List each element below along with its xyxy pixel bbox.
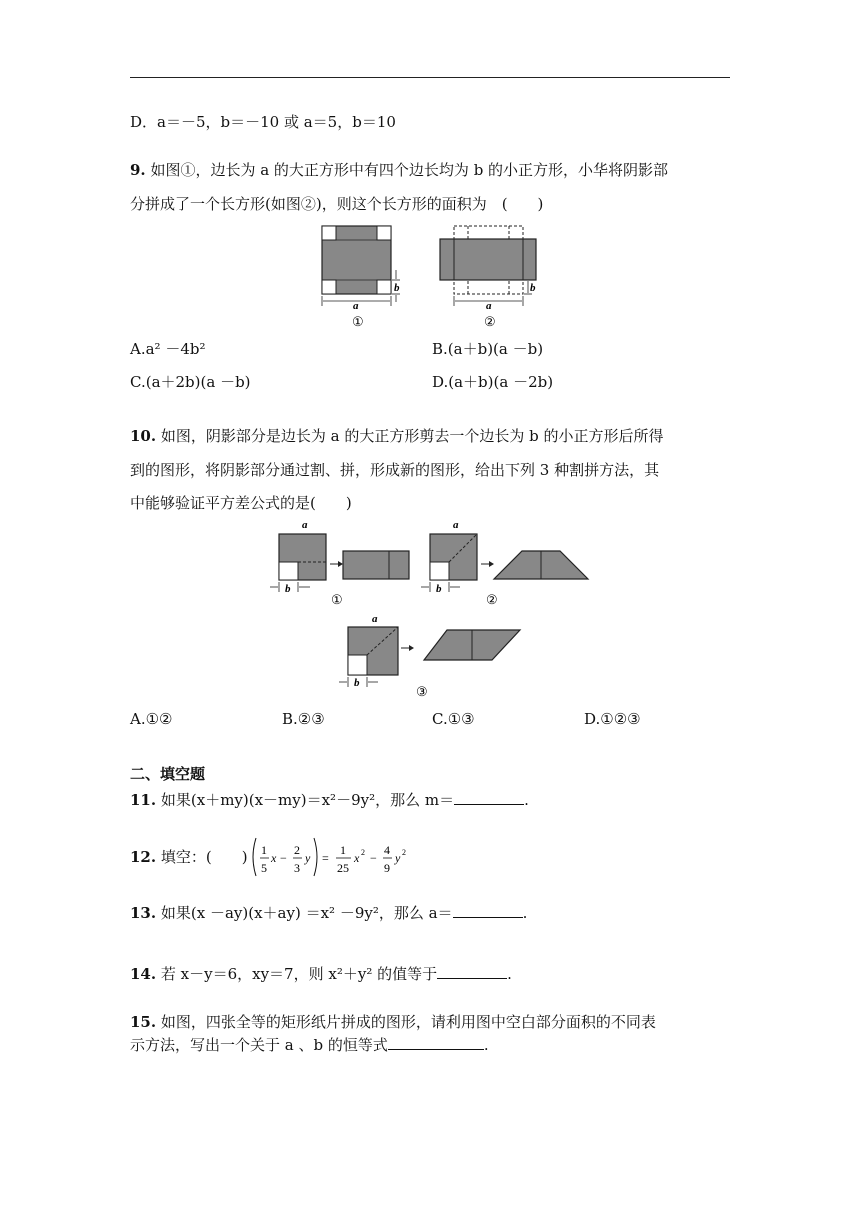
q10-figure: [270, 516, 600, 700]
q13-number: 13.: [130, 904, 157, 922]
q9-option-c[interactable]: C.(a＋2b)(a －b): [130, 373, 251, 391]
q12-x: x: [271, 851, 277, 865]
q10-fig2: [421, 519, 588, 607]
q12-text: 填空：( ): [156, 848, 248, 866]
q12-prefix: [130, 847, 248, 867]
q10-fig3-caption: ③: [416, 684, 428, 699]
q9-text-line2: 分拼成了一个长方形(如图②)，则这个长方形的面积为 ( ): [130, 195, 544, 213]
q13-text: 如果(x －ay)(x＋ay) ＝x² －9y²，那么 a＝: [156, 904, 453, 922]
q10-text-line3: 中能够验证平方差公式的是( ): [130, 494, 352, 512]
q14: [130, 964, 512, 984]
q12-frac1-num: 1: [261, 843, 267, 857]
q10-option-c[interactable]: C.①③: [432, 710, 475, 728]
q10-text-line2: 到的图形，将阴影部分通过割、拼，形成新的图形，给出下列 3 种割拼方法，其: [130, 461, 660, 479]
q10-text-line1: [130, 426, 664, 446]
q10-fig1: [270, 519, 409, 607]
svg-text:−: −: [280, 851, 287, 865]
q13-end: .: [522, 904, 528, 922]
q11-end: .: [524, 791, 529, 809]
q14-answer-blank[interactable]: [437, 978, 507, 979]
q10-fig1-label-a: a: [302, 519, 308, 531]
q12-sq1: 2: [361, 848, 365, 857]
q13-answer-blank[interactable]: [453, 917, 523, 918]
q11-answer-blank[interactable]: [454, 804, 524, 805]
q15-end: .: [483, 1036, 489, 1054]
q12-frac3-num: 1: [340, 843, 346, 857]
q14-text: 若 x－y＝6，xy＝7，则 x²＋y² 的值等于: [156, 965, 438, 983]
q11: [130, 790, 529, 810]
q10-fig1-label-b: b: [285, 583, 291, 595]
q8-option-d: D．a＝－5，b＝－10 或 a＝5，b＝10: [130, 113, 396, 131]
q12-frac1-den: 5: [261, 861, 267, 875]
section-title: 二、填空题: [130, 765, 206, 783]
q10-option-b[interactable]: B.②③: [282, 710, 325, 728]
q12-frac2-num: 2: [294, 843, 300, 857]
q9-text-line1: [130, 160, 668, 180]
q11-number: 11.: [130, 791, 157, 809]
q10-fig2-label-b: b: [436, 583, 442, 595]
q10-fig3-label-b: b: [354, 677, 360, 689]
q9-fig1-label-b: b: [394, 282, 400, 294]
q15-text-1: 如图，四张全等的矩形纸片拼成的图形，请利用图中空白部分面积的不同表: [156, 1013, 656, 1031]
q15-text-line2: [130, 1035, 489, 1055]
q10-fig3-label-a: a: [372, 613, 378, 625]
q10-fig2-label-a: a: [453, 519, 459, 531]
q10-option-a[interactable]: A.①②: [130, 710, 173, 728]
q9-fig2-label-a: a: [486, 300, 492, 312]
q10-fig2-caption: ②: [486, 592, 498, 607]
q9-fig2-caption: ②: [484, 314, 496, 329]
q9-option-b[interactable]: B.(a＋b)(a －b): [432, 340, 544, 358]
q10-fig3: [339, 613, 520, 699]
q10-number: 10.: [130, 427, 157, 445]
q9-fig1-label-a: a: [353, 300, 359, 312]
q12-formula: [250, 834, 430, 880]
q12-frac3-den: 25: [337, 861, 349, 875]
header-rule: [130, 77, 730, 78]
q9-fig1-caption: ①: [352, 314, 364, 329]
q12-number: 12.: [130, 848, 157, 866]
q10-text-1: 如图，阴影部分是边长为 a 的大正方形剪去一个边长为 b 的小正方形后所得: [156, 427, 664, 445]
q14-end: .: [507, 965, 512, 983]
q12-frac2-den: 3: [294, 861, 300, 875]
q15-text-line1: [130, 1012, 656, 1032]
q12-frac4-den: 9: [384, 861, 390, 875]
q15-answer-blank[interactable]: [388, 1049, 484, 1050]
q9-figure: [316, 222, 546, 332]
q12-y2: y: [395, 851, 401, 865]
q15-text-2: 示方法，写出一个关于 a 、b 的恒等式: [130, 1036, 388, 1054]
svg-text:=: =: [322, 851, 329, 865]
q9-number: 9.: [130, 161, 146, 179]
q15-number: 15.: [130, 1013, 157, 1031]
q9-fig2-label-b: b: [530, 282, 536, 294]
q12-sq2: 2: [402, 848, 406, 857]
q9-text-1: 如图①，边长为 a 的大正方形中有四个边长均为 b 的小正方形，小华将阴影部: [145, 161, 669, 179]
q12-y: y: [305, 851, 311, 865]
q14-number: 14.: [130, 965, 157, 983]
q10-fig1-caption: ①: [331, 592, 343, 607]
q12-frac4-num: 4: [384, 843, 390, 857]
q9-option-d[interactable]: D.(a＋b)(a －2b): [432, 373, 554, 391]
q13: [130, 903, 527, 923]
svg-text:−: −: [370, 851, 377, 865]
q9-fig1: [322, 226, 400, 329]
q10-option-d[interactable]: D.①②③: [584, 710, 641, 728]
q12-x2: x: [354, 851, 360, 865]
q11-text: 如果(x＋my)(x－my)＝x²－9y²，那么 m＝: [156, 791, 455, 809]
q9-fig2: [440, 226, 536, 329]
q9-option-a[interactable]: A.a² －4b²: [130, 340, 206, 358]
